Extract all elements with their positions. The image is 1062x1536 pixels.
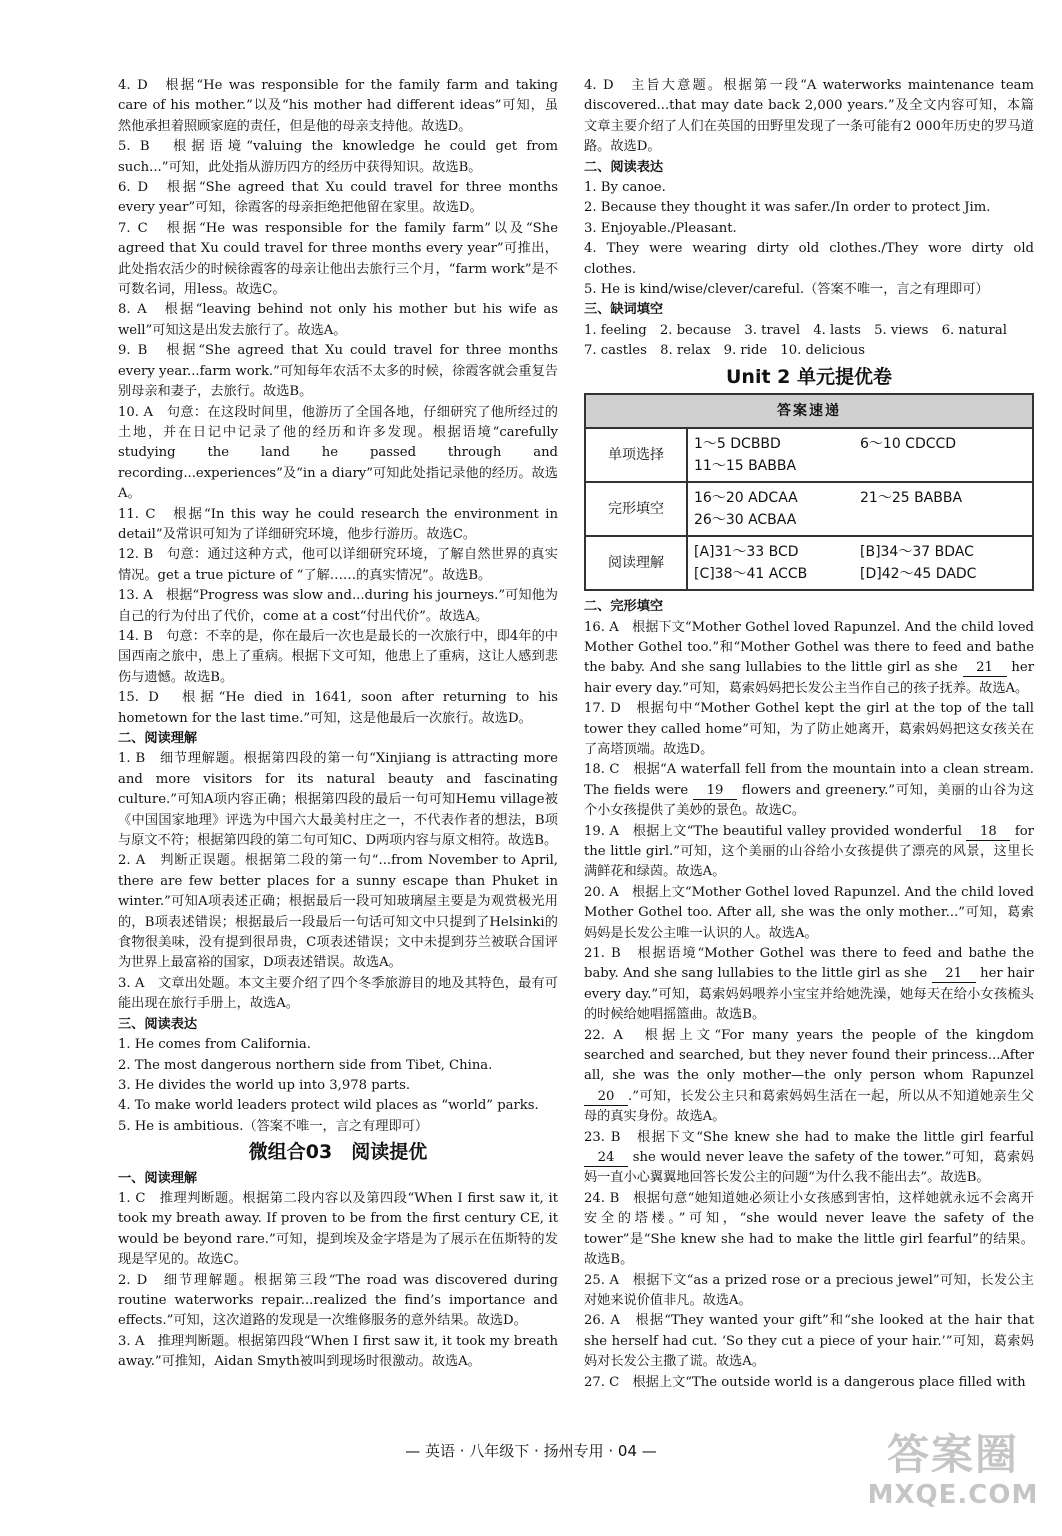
answer-cell: 26～30 ACBAA bbox=[694, 512, 797, 529]
blank-number: 24 bbox=[584, 1150, 628, 1167]
answer-item: 5. He is kind/wise/clever/careful.（答案不唯一，言之有理即可） bbox=[584, 282, 989, 298]
answer-item: 15. D 根据“He died in 1641, soon after returning to his hometown for the last time.”可知，这是他最后一次旅行。故选D。 bbox=[118, 690, 558, 726]
answer-item: 13. A 根据“Progress was slow and...during his journeys.”可知他为自己的行为付出了代价，come at a cost“付出代价”。故选A。 bbox=[118, 588, 558, 624]
row-label: 阅读理解 bbox=[585, 536, 687, 590]
fill-answers: 7. castles 8. relax 9. ride 10. delicious bbox=[584, 343, 866, 359]
blank-number: 21 bbox=[932, 966, 976, 983]
answer-item bbox=[584, 1026, 1034, 1128]
answer-table-header: 答案速递 bbox=[585, 394, 1033, 428]
answer-text: 23. B 根据下文“She knew she had to make the little girl fearful bbox=[584, 1129, 1034, 1145]
answer-item bbox=[584, 618, 1034, 700]
answer-text: 27. C 根据上文“The outside world is a dangerous place filled with bbox=[584, 1374, 1026, 1390]
blank-number: 18 bbox=[966, 824, 1010, 841]
answer-text: 21. B 根据语境“Mother Gothel was there to feed and bathe the baby. And she sang lullabies to the little girl as she bbox=[584, 946, 1034, 982]
answer-item bbox=[584, 1271, 1034, 1312]
answer-item: 5. B 根据语境“valuing the knowledge he could get from such...”可知，此处指从游历四方的经历中获得知识。故选B。 bbox=[118, 139, 558, 175]
answer-item: 1. B 细节理解题。根据第四段的第一句“Xinjiang is attracting more and more visitors for its natural beauty and fascinating culture.”可知A项内容正确；根据第四段的最后一句可知Hemu village被《中国国家地理》评选为中国六大最美村庄之一，不代表作者的想法，B项与原文不符；根据第四段的第二句可知C、D两项内容与原文相符。故选B。 bbox=[118, 751, 558, 849]
answer-text: 26. A 根据“They wanted your gift”和“she looked at the hair that she herself had cut. ‘So they cut a piece of your hair.’”可知，葛索妈妈对长发公主撒了谎。故选A。 bbox=[584, 1313, 1034, 1370]
watermark-text: 答案圈 bbox=[886, 1430, 1019, 1479]
answer-item: 3. A 文章出处题。本文主要介绍了四个冬季旅游目的地及其特色，最有可能出现在旅行手册上，故选A。 bbox=[118, 975, 558, 1012]
unit-title: Unit 2 单元提优卷 bbox=[726, 365, 892, 388]
answer-item: 4. To make world leaders protect wild places as “world” parks. bbox=[118, 1098, 539, 1114]
answer-item: 9. B 根据“She agreed that Xu could travel for three months every year...farm work.”可知每年农活不太多的时候，徐霞客就会重复告别母亲和妻子，去旅行。故选B。 bbox=[118, 343, 558, 400]
row-answers bbox=[687, 482, 1033, 536]
answer-text: 22. A 根据上文“For many years the people of the kingdom searched and searched, but they never found their princess...After all, she was the only mother—the only person whom Rapunzel bbox=[584, 1027, 1034, 1084]
answer-item bbox=[584, 1128, 1034, 1189]
answer-table bbox=[584, 393, 1034, 591]
answer-item: 3. A 推理判断题。根据第四段“When I first saw it, it took my breath away.”可推知，Aidan Smyth被叫到现场时很激动。故选A。 bbox=[118, 1333, 558, 1370]
answer-item bbox=[584, 944, 1034, 1026]
answer-text: 20. A 根据上文“Mother Gothel loved Rapunzel. And the child loved Mother Gothel too. After all, she was the only mother...”可知，葛索妈妈是长发公主唯一认识的人。故选A。 bbox=[584, 884, 1034, 941]
answer-item: 1. By canoe. bbox=[584, 180, 666, 196]
answer-item: 8. A 根据“leaving behind not only his mother but his wife as well”可知这是出发去旅行了。故选A。 bbox=[118, 302, 558, 338]
answer-cell bbox=[860, 509, 1026, 531]
answer-item: 2. Because they thought it was safer./In order to protect Jim. bbox=[584, 200, 991, 216]
answer-text: 18. C 根据“A waterfall fell from the mountain into a clean stream. The fields were bbox=[584, 762, 1034, 798]
answer-text: 16. A 根据下文“Mother Gothel loved Rapunzel. And the child loved Mother Gothel too.”和“Mother Gothel was there to feed and bathe the baby. And she sang lullabies to the little girl as she bbox=[584, 619, 1034, 676]
answer-item: 2. The most dangerous northern side from Tibet, China. bbox=[118, 1057, 493, 1073]
section-title: 微组合03 阅读提优 bbox=[248, 1141, 428, 1164]
answer-cell bbox=[860, 455, 1026, 477]
table-row bbox=[585, 536, 1033, 590]
table-row bbox=[585, 428, 1033, 482]
row-answers bbox=[687, 536, 1033, 590]
answer-text: she would never leave the safety of the tower.”可知，葛索妈妈一直小心翼翼地回答长发公主的问题“为什么我不能出去”。故选B。 bbox=[584, 1150, 1034, 1186]
answer-item: 4. D 根据“He was responsible for the family farm and taking care of his mother.”以及“his mother had different ideas”可知，虽然他承担着照顾家庭的责任，但是他的母亲支持他。故选D。 bbox=[118, 78, 558, 134]
table-row bbox=[585, 482, 1033, 536]
answer-cell: 1～5 DCBBD bbox=[694, 436, 781, 453]
answer-cell: 11～15 BABBA bbox=[694, 458, 797, 475]
answer-text: .”可知，长发公主只和葛索妈妈生活在一起，所以从不知道她亲生父母的真实身份。故选A。 bbox=[584, 1088, 1034, 1125]
fill-answers: 1. feeling 2. because 3. travel 4. lasts 5. views 6. natural bbox=[584, 322, 1007, 338]
answer-item: 2. D 细节理解题。根据第三段“The road was discovered during routine waterworks repair...realized the find’s importance and effects.”可知，这次道路的发现是一次维修服务的意外结果。故选D。 bbox=[118, 1272, 558, 1329]
answer-text: her hair every day.”可知，葛索妈妈喂养小宝宝并给她洗澡，她每天在给小女孩梳头的时候给她唱摇篮曲。故选B。 bbox=[584, 966, 1034, 1023]
answer-text: 25. A 根据下文“as a prized rose or a precious jewel”可知，长发公主对她来说价值非凡。故选A。 bbox=[584, 1272, 1034, 1308]
answer-text: 19. A 根据上文“The beautiful valley provided wonderful bbox=[584, 823, 967, 839]
answer-text: 24. B 根据句意“她知道她必须让小女孩感到害怕，这样她就永远不会离开安全的塔楼。”可知，“she would never leave the safety of the tower”是“She knew she had to make the little girl fearful”的结果。故选B。 bbox=[584, 1190, 1034, 1268]
answer-item: 2. A 判断正误题。根据第二段的第一句“...from November to April, there are few better places for a sunny escape than Phuket in winter.”可知A项表述正确；根据最后一段可知玻璃屋主要是为观赏极光用的，B项表述错误；根据最后一段最后一句话可知文中只提到了Helsinki的食物很美味，没有提到很昂贵，C项表述错误；文中未提到芬兰被联合国评为世界上最富裕的国家，D项表述错误。故选A。 bbox=[118, 853, 558, 971]
answer-item: 3. He divides the world up into 3,978 parts. bbox=[118, 1077, 411, 1093]
section-heading-expression: 二、阅读表达 bbox=[584, 159, 664, 175]
answer-text: 17. D 根据句中“Mother Gothel kept the girl at the top of the tall tower they called home”可知，为了防止她离开，葛索妈妈把这女孩关在了高塔顶端。故选D。 bbox=[584, 701, 1034, 757]
answer-cell: [A]31～33 BCD bbox=[694, 544, 799, 561]
answer-item: 5. He is ambitious.（答案不唯一，言之有理即可） bbox=[118, 1118, 429, 1134]
answer-item: 11. C 根据“In this way he could research the environment in detail”及常识可知为了详细研究环境，他步行游历。故选C。 bbox=[118, 506, 558, 542]
section-heading-fill: 三、缺词填空 bbox=[584, 302, 664, 318]
answer-cell: 16～20 ADCAA bbox=[694, 490, 798, 507]
answer-cell: 21～25 BABBA bbox=[860, 490, 963, 507]
answer-item: 1. He comes from California. bbox=[118, 1037, 311, 1053]
right-column bbox=[584, 76, 1034, 1393]
watermark-logo bbox=[858, 1430, 1048, 1526]
row-label: 完形填空 bbox=[585, 482, 687, 536]
answer-item bbox=[584, 760, 1034, 821]
row-answers bbox=[687, 428, 1033, 482]
section-heading-reading: 一、阅读理解 bbox=[118, 1170, 198, 1186]
answer-item bbox=[584, 883, 1034, 944]
answer-item: 6. D 根据“She agreed that Xu could travel for three months every year”可知，徐霞客的母亲拒绝把他留在家里。故选D。 bbox=[118, 180, 558, 216]
answer-item: 10. A 句意：在这段时间里，他游历了全国各地，仔细研究了他所经过的土地，并在日记中记录了他的经历和许多发现。根据语境“carefully studying the land he passed through and recording...experiences”及“in a diary”可知此处指记录他的经历。故选A。 bbox=[118, 404, 558, 502]
answer-text: her hair every day.”可知，葛索妈妈把长发公主当作自己的孩子抚养。故选A。 bbox=[584, 660, 1034, 696]
answer-item bbox=[584, 699, 1034, 760]
answer-item: 1. C 推理判断题。根据第二段内容以及第四段“When I first saw it, it took my breath away. If proven to be from the first century CE, it would be beyond rare.”可知，提到埃及金字塔是为了展示在伍斯特的发现是罕见的。故选C。 bbox=[118, 1190, 558, 1268]
blank-number: 20 bbox=[584, 1089, 628, 1106]
answer-item: 12. B 句意：通过这种方式，他可以详细研究环境，了解自然世界的真实情况。get a true picture of “了解……的真实情况”。故选B。 bbox=[118, 547, 558, 583]
blank-number: 19 bbox=[693, 783, 737, 800]
answer-item bbox=[584, 1311, 1034, 1372]
answer-item: 14. B 句意：不幸的是，你在最后一次也是最长的一次旅行中，即4年的中国西南之旅中，患上了重病。根据下文可知，他患上了重病，这让人感到悲伤与遗憾。故选B。 bbox=[118, 628, 558, 685]
answer-cell: [B]34～37 BDAC bbox=[860, 544, 974, 561]
section-heading-cloze: 二、完形填空 bbox=[584, 599, 664, 615]
answer-item bbox=[584, 1373, 1034, 1393]
answer-cell: 6～10 CDCCD bbox=[860, 436, 957, 453]
blank-number: 21 bbox=[963, 660, 1007, 677]
answer-item bbox=[584, 822, 1034, 883]
watermark-url: MXQE.COM bbox=[867, 1480, 1039, 1510]
answer-item: 7. C 根据“He was responsible for the family farm”以及“She agreed that Xu could travel for three months every year”可推出，此处指农活少的时候徐霞客的母亲让他出去旅行三个月，“farm work”是不可数名词，用less。故选C。 bbox=[118, 220, 558, 298]
section-heading-expression: 三、阅读表达 bbox=[118, 1016, 198, 1032]
page-footer: — 英语 · 八年级下 · 扬州专用 · 04 — bbox=[405, 1442, 657, 1460]
cloze-answer-list bbox=[584, 618, 1034, 1393]
answer-text: flowers and greenery.”可知，美丽的山谷为这个小女孩提供了美妙的景色。故选C。 bbox=[584, 782, 1034, 819]
section-heading-reading: 二、阅读理解 bbox=[118, 731, 198, 746]
left-column bbox=[118, 76, 558, 1373]
answer-item: 4. D 主旨大意题。根据第一段“A waterworks maintenance team discovered...that may date back 2,000 years.”及全文内容可知，本篇文章主要介绍了人们在英国的田野里发现了一条可能有2 000年历史的罗马道路。故选D。 bbox=[584, 78, 1034, 155]
answer-item: 3. Enjoyable./Pleasant. bbox=[584, 220, 737, 236]
answer-cell: [C]38～41 ACCB bbox=[694, 566, 808, 583]
answer-cell: [D]42～45 DADC bbox=[860, 566, 977, 583]
answer-item: 4. They were wearing dirty old clothes./They wore dirty old clothes. bbox=[584, 241, 1034, 277]
answer-text: for the little girl.”可知，这个美丽的山谷给小女孩提供了漂亮的风景，这里长满鲜花和绿茵。故选A。 bbox=[584, 823, 1034, 880]
row-label: 单项选择 bbox=[585, 428, 687, 482]
answer-item bbox=[584, 1189, 1034, 1271]
